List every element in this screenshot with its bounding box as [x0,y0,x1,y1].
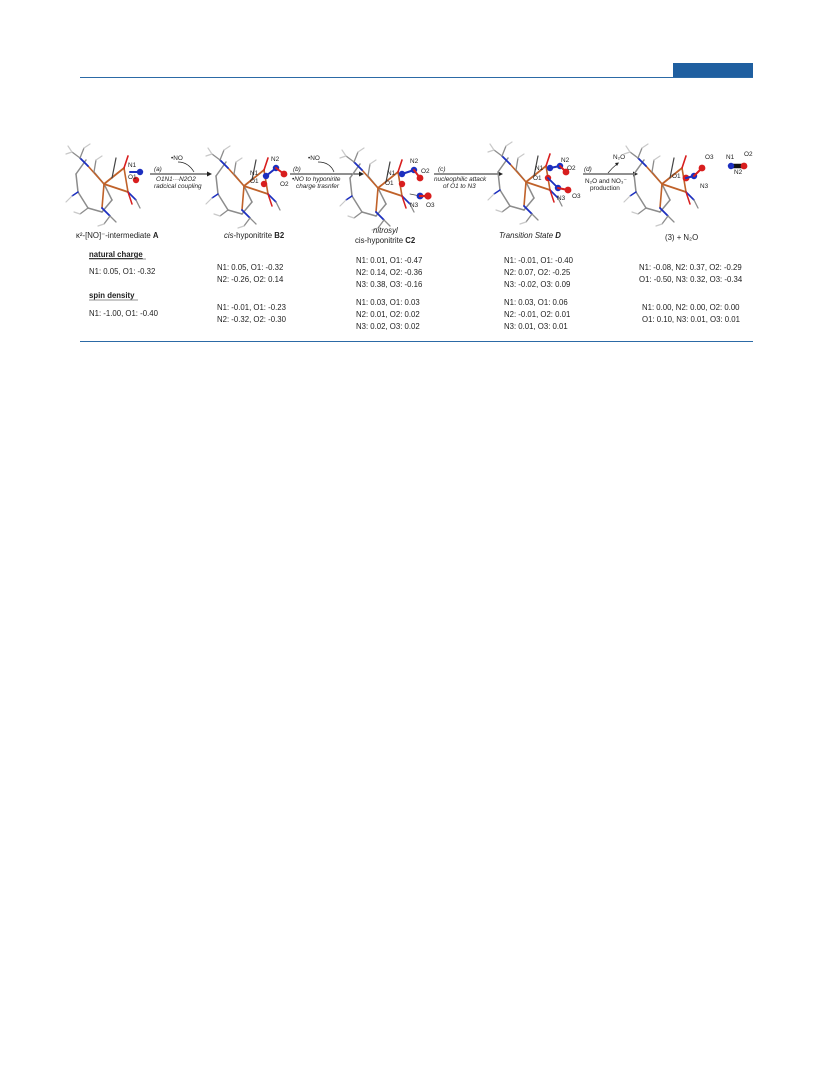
bond [80,208,88,214]
bond [652,160,654,172]
arrow-b-reagent: •NO [308,155,320,162]
bond [352,196,362,212]
bond [218,194,228,210]
bond [624,152,630,154]
bond [242,186,244,210]
bond [214,214,220,216]
bond [88,166,104,184]
bond [510,164,526,182]
bond [220,150,224,160]
bond [368,164,370,176]
bond [68,146,72,152]
charge-values-3 [639,263,743,284]
compound-name-A: κ²-[NO]⁻-intermediate A [76,231,159,240]
arrow-b [290,155,364,190]
bond [490,144,494,150]
bond [236,158,242,162]
bond [72,192,78,196]
spin-values-B2 [217,303,287,324]
bond [250,218,256,224]
charge-line: N1: 0.05, O1: -0.32 [217,263,284,272]
bond [342,150,346,156]
bond [212,194,218,198]
atom-label: O1 [672,173,681,180]
charge-line: N1: 0.01, O1: -0.47 [356,256,423,265]
bond [228,210,242,214]
bond [646,208,660,212]
bond [102,208,110,216]
figure-top-rule [80,77,753,78]
bond [358,148,364,152]
bond [488,194,494,200]
atom-label: O1 [128,174,137,181]
bond [370,160,376,164]
spin-values-D [504,298,570,331]
charge-line: N2: -0.26, O2: 0.14 [217,275,284,284]
atom-label: O2 [744,151,753,158]
bond [630,152,638,158]
bond [346,156,354,162]
bond [526,214,532,222]
bond [500,190,510,206]
bond [646,166,662,184]
bond [80,158,88,166]
bond [668,216,674,222]
oxygen-atom [399,181,405,187]
arrow-b-step: (b) [293,166,301,173]
bond [346,196,352,200]
arrow-b-note-1: •NO to hyponirite [292,176,341,183]
arrow-d-step: (d) [584,166,592,173]
bond [220,160,228,168]
bond [94,160,96,172]
charge-line: N1: -0.08, N2: 0.37, O2: -0.29 [639,263,742,272]
charge-line: N1: -0.01, O1: -0.40 [504,256,573,265]
atom-label: N2 [561,157,570,164]
spin-line: N1: -1.00, O1: -0.40 [89,309,158,318]
compound-name-B2: cis-hyponitrite B2 [224,231,285,240]
structure-D-atom-labels [533,157,581,202]
bond [102,184,104,208]
atom-label: O1 [385,180,394,187]
bond [510,206,524,210]
charge-line: N2: 0.07, O2: -0.25 [504,268,571,277]
arrow-d-note-2: production [590,185,620,192]
atom-label: N1 [535,165,544,172]
spin-line: N2: -0.01, O2: 0.01 [504,310,571,319]
bond [340,200,346,206]
spin-values-C2 [356,298,420,331]
bond [76,174,78,192]
spin-line: N2: 0.01, O2: 0.02 [356,310,420,319]
bond [502,146,506,156]
bond [216,176,218,194]
bond [206,154,212,156]
spin-line: N3: 0.01, O3: 0.01 [504,322,568,331]
spin-line: N3: 0.02, O3: 0.02 [356,322,420,331]
spin-line: N1: 0.00, N2: 0.00, O2: 0.00 [642,303,740,312]
oxygen-atom [417,175,424,182]
bond [340,156,346,158]
oxygen-atom [424,192,431,199]
oxygen-atom [565,187,572,194]
bond [72,152,80,158]
bond [506,142,512,146]
atom-label: N2 [271,156,280,163]
spin-values-A [89,309,159,318]
bond [546,154,550,166]
spin-values-3 [642,303,740,324]
bond [208,148,212,154]
bond [276,202,280,210]
bond [488,150,494,152]
bond [656,224,662,226]
bond [206,198,212,204]
bond [264,158,268,170]
bond [74,212,80,214]
atom-label: N1 [128,162,137,169]
bond [638,208,646,214]
spin-line: N1: 0.03, O1: 0.06 [504,298,568,307]
atom-label: N1 [387,170,396,177]
bond [110,216,116,222]
spin-line: N1: -0.01, O1: -0.23 [217,303,286,312]
atom-label: N3 [700,183,709,190]
bond [660,208,668,216]
bond [638,148,642,158]
natural-charge-heading: natural charge [89,250,143,259]
compound-name-C2-line1: nitrosyl [373,226,398,235]
charge-line: N3: 0.38, O3: -0.16 [356,280,423,289]
bond [524,206,532,214]
compound-name-C2: cis-hyponitrite C2 [355,236,416,245]
atom-label: O2 [280,181,289,188]
structure-C2-atom-labels [385,158,435,209]
bond [136,200,140,208]
atom-label: O3 [705,154,714,161]
arrow-a [150,155,212,190]
arrow-a-reagent: •NO [171,155,183,162]
bond [354,152,358,162]
bond [662,216,668,224]
bond [516,158,518,170]
reaction-scheme-figure [76,110,753,335]
bond [98,224,104,226]
bond [636,192,646,208]
bond [220,210,228,216]
atom-label: N1 [726,154,735,161]
bond [96,156,102,160]
bond [496,210,502,212]
charge-line: O1: -0.50, N3: 0.32, O3: -0.34 [639,275,743,284]
bond [66,152,72,154]
bond [234,162,236,174]
charge-values-A [89,267,155,276]
spin-line: N2: -0.32, O2: -0.30 [217,315,286,324]
bond [104,216,110,224]
arrow-a-note-2: radcical coupling [154,183,202,190]
arrow-a-step: (a) [154,166,162,173]
bond [502,206,510,212]
bond [694,200,698,208]
bond [66,196,72,202]
compound-name-3: (3) + N₂O [665,233,699,242]
atom-label: O3 [426,202,435,209]
arrow-b-note-2: charge trasnfer [296,183,339,190]
bond [354,162,362,170]
atom-label: N3 [557,195,566,202]
arrow-a-note-1: O1N1···N2O2 [156,176,196,183]
arrow-c [434,166,503,190]
spin-line: O1: 0.10, N3: 0.01, O3: 0.01 [642,315,740,324]
spin-density-heading: spin density [89,291,135,300]
atom-label: O2 [567,165,576,172]
atom-label: N2 [410,158,419,165]
bond [398,160,402,172]
oxygen-atom [699,165,706,172]
bond [376,212,384,220]
bond [238,226,244,228]
atom-label: N1 [250,170,259,177]
bond [494,190,500,194]
arrow-d-note-1: N₂O and NO₃⁻ [585,178,627,185]
oxygen-atom [261,181,267,187]
bond [354,212,362,218]
charge-line: N3: -0.02, O3: 0.09 [504,280,571,289]
bond [80,148,84,158]
bond [362,212,376,216]
arrow-c-step: (c) [438,166,446,173]
bond [654,156,660,160]
bond [376,188,378,212]
charge-line: N1: 0.05, O1: -0.32 [89,267,156,276]
bond [518,154,524,158]
charge-values-C2 [356,256,422,289]
atom-label: O3 [572,193,581,200]
bond [242,210,250,218]
figure-bottom-rule [80,341,753,342]
bond [362,170,378,188]
bond [626,146,630,152]
bond [78,192,88,208]
arrow-d [583,154,638,192]
bond [350,178,352,196]
atom-label: O1 [533,175,542,182]
charge-line: N2: 0.14, O2: -0.36 [356,268,423,277]
bond [244,218,250,226]
bond [638,158,646,166]
bond [630,192,636,196]
bond [224,146,230,150]
bond [632,212,638,214]
bond [494,150,502,156]
compound-name-D: Transition State D [499,231,561,240]
journal-header-bar [673,63,753,77]
arrow-c-note-2: of O1 to N3 [443,183,476,190]
bond [348,216,354,218]
bond [524,182,526,206]
bond [682,156,686,168]
bond [634,174,636,192]
atom-label: N2 [734,169,743,176]
bond [88,208,102,212]
bond [502,156,510,164]
oxygen-atom [281,171,288,178]
charge-values-D [504,256,574,289]
bond [520,222,526,224]
spin-line: N1: 0.03, O1: 0.03 [356,298,420,307]
bond [212,154,220,160]
bond [84,144,90,148]
atom-label: O1 [250,178,259,185]
atom-label: O2 [421,168,430,175]
atom-label: N3 [410,202,419,209]
bond [660,184,662,208]
bond [532,214,538,220]
bond [642,144,648,148]
charge-values-B2 [217,263,284,284]
bond [624,196,630,202]
arrow-d-reagent: N₂O [613,154,626,161]
arrow-c-note-1: nucleophilic attack [434,176,487,183]
bond [228,168,244,186]
nitrogen-atom [137,169,143,175]
